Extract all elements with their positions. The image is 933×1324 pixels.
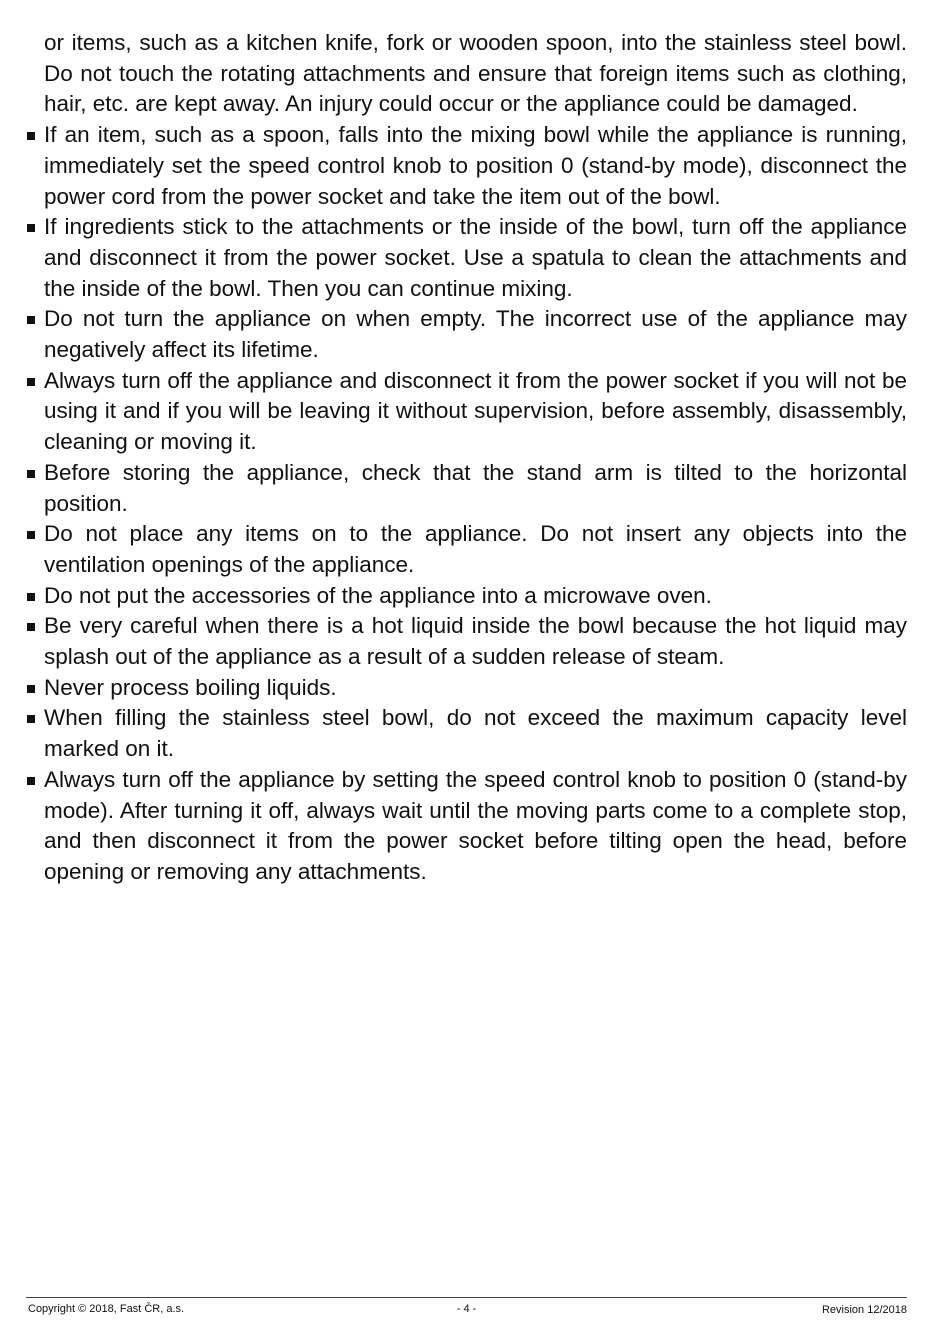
bullet-text: Do not turn the appliance on when empty. The incorrect use of the appliance may negatively affect its lifetime. — [44, 306, 907, 363]
bullet-item — [44, 765, 907, 888]
bullet-text: If an item, such as a spoon, falls into the mixing bowl while the appliance is running, immediately set the speed control knob to position 0 (stand-by mode), disconnect the power cord from the power socket and take the item out of the bowl. — [44, 122, 907, 209]
bullet-square-icon — [27, 132, 35, 140]
bullet-text: Always turn off the appliance and disconnect it from the power socket if you will not be using it and if you will be leaving it without supervision, before assembly, disassembly, cleaning or moving it. — [44, 367, 907, 455]
bullet-text: Do not put the accessories of the appliance into a microwave oven. — [44, 582, 712, 608]
bullet-item — [44, 611, 907, 672]
bullet-text: Before storing the appliance, check that the stand arm is tilted to the horizontal position. — [44, 459, 907, 516]
bullet-square-icon — [27, 593, 35, 601]
bullet-item — [44, 673, 907, 704]
footer-copyright: Copyright © 2018, Fast ČR, a.s. — [28, 1303, 185, 1315]
bullet-item — [44, 581, 907, 612]
bullet-text: When filling the stainless steel bowl, do not exceed the maximum capacity level marked on it. — [44, 705, 907, 762]
bullet-square-icon — [27, 224, 35, 232]
bullet-item — [44, 458, 907, 519]
safety-bullet-list — [44, 120, 907, 888]
bullet-square-icon — [27, 531, 35, 539]
footer-divider — [26, 1297, 907, 1298]
footer-page-number: - 4 - — [456, 1303, 477, 1315]
bullet-text: Always turn off the appliance by setting the speed control knob to position 0 (stand-by mode). After turning it off, always wait until the moving parts come to a complete stop, and then disconnect it from the power socket before tilting open the head, before opening or removing any attachments. — [44, 766, 907, 884]
bullet-square-icon — [27, 685, 35, 693]
footer-revision: Revision 12/2018 — [821, 1304, 907, 1316]
bullet-square-icon — [27, 316, 35, 324]
bullet-square-icon — [27, 470, 35, 478]
bullet-text: Never process boiling liquids. — [44, 674, 337, 700]
bullet-text: Do not place any items on to the appliance. Do not insert any objects into the ventilation openings of the appliance. — [44, 521, 907, 577]
bullet-item — [44, 212, 907, 304]
bullet-item — [44, 120, 907, 212]
bullet-text: Be very careful when there is a hot liquid inside the bowl because the hot liquid may splash out of the appliance as a result of a sudden release of steam. — [44, 613, 907, 670]
bullet-square-icon — [27, 715, 35, 723]
bullet-item — [44, 519, 907, 580]
bullet-text: If ingredients stick to the attachments or the inside of the bowl, turn off the appliance and disconnect it from the power socket. Use a spatula to clean the attachments and the inside of the bowl. Then you can continue mixing. — [44, 214, 907, 301]
document-body — [44, 28, 907, 888]
bullet-square-icon — [27, 378, 35, 386]
bullet-item — [44, 703, 907, 764]
bullet-square-icon — [27, 777, 35, 785]
bullet-item — [44, 366, 907, 458]
intro-paragraph: or items, such as a kitchen knife, fork or wooden spoon, into the stainless steel bowl. Do not touch the rotating attachments and ensure that foreign items such as clothing, hair, etc. are kept away. An injury could occur or the appliance could be damaged. — [44, 30, 907, 117]
bullet-square-icon — [27, 623, 35, 631]
bullet-item — [44, 304, 907, 365]
page-footer — [26, 1301, 907, 1317]
